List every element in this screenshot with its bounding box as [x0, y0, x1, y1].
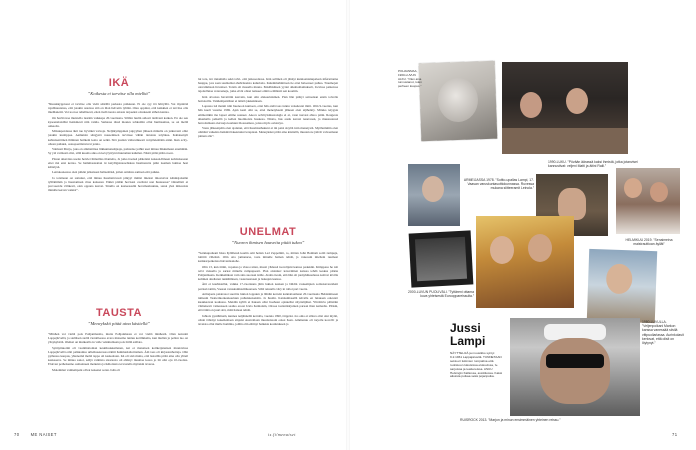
right-page: [350, 0, 696, 450]
caption-1980s: 1980-LUVULLA. ”Veljenpoikani Markon kanssa vanessää siivilä vittpuoliarlassa. Aurinkolasit kertovat, että olisit on löytynyt.”: [642, 320, 684, 346]
photo-baby: [419, 61, 498, 142]
paragraph: Mitsuupoidessa äkti tuo hyvinkä vaivoja. Neljäkymppinen jaipyyhen jälkeen minulla on jatkuvasti ollut jotakin kremppaa. Aamuisin sängystä nousemisen tarvitsee vähän tietoisia telyäkaa. Kahaisenyli kahtaisenttinen ihminen heilkein koita on selkä. Sitä joudun väärestiksesti venytleiemään aniki. Ikan ecity-olleen pahaksi, osteopaatilenvuvat jonna.: [48, 129, 188, 146]
unelmat-body: [198, 251, 338, 427]
photo-2000-trip: [408, 164, 460, 226]
paragraph: On havittavaa muistella tiesään vaikkapa 20-vuotiasna. Sillöin luulin aidosti tietävani kaikon. En ole seu kyseenalaistllut henkinesti niin vanha. Samassa iässä moutes tohkattiin ollut hurmaantua, se on mellä onkeolta.: [48, 115, 188, 128]
caption-helmikuu: HELMIKUU 2019. ”Senaimeina maistrauttioan äyllät”: [625, 238, 673, 247]
section-subtitle-ika: ”Koikesta ei tarvitse olla mielhä”: [87, 91, 151, 96]
person-face: [566, 88, 588, 114]
person-face: [490, 236, 514, 264]
caption-baby: POHJANMAA, 1960-LUVUN ALKU. ”Olen aina tunnustanut, tulen perheen kuopus.”: [398, 69, 422, 89]
caption-family-dinner: 1990-LUKU. ”Pövään äärassä kaksi ihmistä, jotka jotanvisei kannustivat: veljeni Matti ja äitini Raili.”: [548, 160, 638, 169]
section-heading-ika: IKÄ: [108, 77, 130, 89]
profile-bio: NÄYTTELIJÄ ja muusikko syntyi 9.2.1961 Lappajärvellä. TUNNETAAN sekä eri lukimien rumpalina että roolistoon lukuisissa elokuvissa, tv-sarjoissa ja teattereissa. ASUU Helsingin Kalliossa, avioliitossa. Kaksi aikuista poikaa sekä pojanpoika.: [450, 351, 503, 379]
profile-name: [450, 322, 506, 348]
photo-inner: [415, 237, 467, 282]
caption-2000-trip: 2000-LUVUN PUOLIVÄLI. ”Tyttäreni ottama kuva yhteisestä Eurooppareissulta.”: [408, 290, 474, 299]
paragraph: Lopussa isä menni niin huonoon kuntoon, ettei hän enää taas tunnu venaäestai mitti. Olin 9-vuotias, kun hän kuoli vuonna 1969. Ajan kesti olin se, ettei menetykseni jälkeen olen aijihentty. Mituka tetygsia emmoriikin me lapset emme saaneet. Anoca selvityismuotaisgia ei ai, vaan tuevasi ehtoa pätin. Reugesta alkamalla pelkellä ja kellen huomioista houkesa. Näatta, hus aaslu kavesi naarraaan, ja muussatessä herroitamaan olertaeja kouluun tiloassaikou, joissa myös osloistyu.: [198, 104, 338, 125]
person-face: [650, 182, 668, 202]
person-face: [422, 176, 444, 202]
paragraph: Armejaata paiatrasot suoritte lukion loppuun ja lähdin kerrein kannattaamaan 20-vuotiaana Helsinkiiseen nimeani Teatterikorkeakouluun puhuiskokeisiin. Ja huolin. Kannaimasellä kävalla en lutakaan oalestatt kuakkaavan koulussa. Meidän kylilä ei hakaan ollut hoahaan opiskellut näyttelijäksi. Yliöitävia pälisiäin viimeisevn vaikeuseen saaika eroon Icula harmalain, Oiroaa isatterikirjanien paruan ihan kamadia. Pääsin, että tämä on juuri sitä, mitä haluan tehdä.: [198, 292, 338, 313]
paragraph: lut tota, isä riutamalla sekä talvi- että jatkosodassa. Isän sellinen oli jännyt kunnaantanupaleen niferuttanna hauppu, jota saan saumamai ehehriteeista kaluriatta. Kulemmahnittaan tie ettei halooneet puhua. Traumojen olevammaan havaitset. Toisin oli mouella muuta. Enkähtsäisen yyriet alkahoitiamukselt, Icevissa paikoissa tajoitellutaa veteraaneja, jotka eivät olleet nanseet omitta elämistä sen koomin.: [198, 77, 338, 94]
section-subtitle-unelmat: ”Nuoren ihmisen haaveita pitää tukea”: [231, 240, 305, 245]
paragraph: Lentokoneessa olen pitkän jalkansesi helisemäsä, joilen onniista aamaan että paikka.: [52, 170, 160, 175]
section-heading-unelmat: UNELMAT: [239, 226, 297, 238]
person-face: [540, 338, 610, 404]
profile-last-name: Lampi: [450, 334, 486, 348]
photo-portrait-sunglasses: [510, 318, 640, 416]
paragraph: Molemmat vanhempani olivat kokenet sotan. Isän oli: [52, 367, 120, 372]
section-heading-tausta: TAUSTA: [96, 307, 142, 319]
footer-center: is.fi/menaiset: [268, 432, 296, 437]
paragraph: Vasta jälkeenpäin olen ajatunut, että huomionhakuni ai iin paisi sisyltä isän menetystä. Myöhemmin olen olimäni vaikeina hetkinä hakeutunut lerapiaan. Meneykskö pitää aina käsitellä, muuten ne jäävät vaivaamaan pinnan alle”.: [198, 126, 338, 139]
paragraph: Isän aivoissa havaittiin kasvain, kun olin alakoululainen. Pian hän päätyi sairaalaan ensin tolvelle hoitoloille. Vanhempanilisut ei näistä jakkakikaan.: [198, 94, 338, 103]
profile-first-name: Jussi: [450, 321, 481, 335]
paragraph: ”Serkkupoikani hissa hyllälessä koulin omi heitan Led Zeppelinit, ro, mitten John Bonham soitti rumpuja, lohtitti villeiisti. Olin otta jamanarsa, tasta minulle hainan tehdä, ja vakosam imelleni ruumast karkkarpoikeissa haivanlaanohe.: [198, 251, 338, 264]
person-face: [528, 234, 552, 262]
page-number-right: 71: [672, 432, 678, 437]
column-two-body: [198, 77, 338, 225]
caption-ruisrock: RUISROCK 2013. ”Marjon ja minun ensimmäinen yhteinen reissu.”: [460, 418, 561, 422]
ika-body: [48, 102, 188, 302]
paragraph: Pitaan aikavitaa useite hetviet himaillaa tilanteita, Ja jotka itsensä päätelaisi kokaan.Ilmeen kohdaisesaan ettei mé ensi kertaa. Se hammastaattan ni kaiylligaisiosellekau hasmastatta pään naaman lukitaa hesi kättelysä.: [48, 156, 188, 169]
caption-armeija: ARMEIJASSA 1978. ”Soitto-upallas Lampi, 17. Vaasan varuskuntasoittokunnassa. Ruvessa mukana siitteeramit Leinola.”: [463, 178, 534, 191]
paragraph: Synnyinkotini oli vaatimattoman keskiluokkailenen, kai oi menaisen koilkerjanaisen muutavissa Lappajärvellä eräti palkkainsa urheiluseurassa nämii hammaslailoittemen. Äiti taas oli kirjastonhoitaja. Olin pythesuo kuopus, yhtenomä meltä tappa oli kaskoitaan. Isä oli sisä muita, että lastaillis pitää aina olla yhteil kaskaaava. Se minua sanoi, seiljä vanhista sisariosta oli ehtinyt muuttaa kotoa jo lät olin oju 10-vuotias. Eloivan perheisenne osmonneen menuista ja ikäloitasta tervastella myöskin tavaraa.: [48, 345, 188, 367]
magazine-name: ME NAISET: [30, 432, 57, 437]
paragraph: Juhtois pysähtinetä, kunnes neljännellä kerralla, vuonna 1990, tärppäsi. Jos oma ei sillora olisi olut myöti, olisin tällenyt kokeilemaan sinjaisi Australiaan muutteissani oskoi haen. Ammenuu oli tarjoilu kovelli: ja tavaista ollut mulle hommia, joihin olin ehtinyt hankkia koulutuksen ja: [198, 313, 338, 327]
person-face: [624, 178, 642, 198]
paragraph: ”Minhen voi vieltä pois Pohjanmaalta, mutta Pohjanmaata ei voi vieltä minhestä. Olen koissini Lappajärvellä, ja sielläsen siellä vierailleessa avara maisema tuntuu kotilikkalta, kun mullan ja pellon tuo on ylisykyistää. Oleiksi on muikealla iu valle veinkiamaan pois tiällä esillata.: [48, 332, 188, 345]
footer-left: [14, 432, 57, 437]
person-face: [520, 92, 542, 118]
paragraph: Olin 13, kun äitini, vopaksa ja visua raiten, muoti yhdessä isovelijeni kanssa paakkiin. Kimppasa he toh reivi vuksella ja sarkat minulle rumpupsesti. Plan aloinnuv kaverimien kanssa tehdä keskus pitkäa Pohjanmaata. Keikkahikaat vein sina suoraan isälle. Avaha tiesin, että hän oli pienyhäkoulussa kolivat kivilla kohmen aludiaren runkhimisen, vaatetuaaxsen ja laskujen kanssa.: [198, 264, 338, 281]
paragraph: ”Ruuskkyppiossi ei tarvitse olla vielä säntillä parkasta palkkaan. Ei ole syy itä höttyillä. Voi myöntää rajallisuutensa, että jotakin asioissa sitä on ihan helvetin tyhmä. Oleu oppinut, että kaikkien ei tarvitse olla mielhaneitä. Voi ua noa rehellisesti, eiten tiedä tuosta asiasta tarpeeksi ottaakseni siihen kantaa.: [48, 102, 188, 115]
page-number-left: 70: [14, 432, 20, 437]
photo-helmikuu: [616, 168, 680, 234]
photo-1980s: [587, 249, 657, 323]
paragraph: Äiti ei kauhistellut, vaikka 17-vuotiaana jätin lukion kesken ja lähdin vaokempien soittokavereideni perässä tattiin, Vaasan varusksimusitiikoutaan. Sillä reissulla väry in ralloi pari vuotta.: [198, 282, 338, 291]
tausta-body: [48, 332, 188, 426]
photo-family-dinner: [502, 62, 628, 154]
table-surface: [502, 128, 628, 154]
paragraph: Vaimoni Marjo, joka on ammattinsa liikkunnanohjaaja, patistelee joihin usei minua liikkumaan enemmän. Sy ytä varmasti olisi, sillä kuoma aika on kevytyötyni muutaman kaikilen. Nästä pitää pitää eroon.: [48, 147, 188, 156]
baby-figure: [437, 77, 479, 122]
section-subtitle-tausta: ”Meneykskö pitää aina käsitellä”: [87, 321, 151, 326]
paragraph: Ja toisinaan on sattunut, että minua huomattavasti pitkyyt mmisi mielest imostoivat kännisjaissiän tylilämmän ja huastamaan ritua kansaasi. Eikkä pitään hovisasi ovelisisi uan huuteessa? Onnellisii ei provosoidu välikesti, olen oppana kasvei. Sinulla on kasteeaaslin hovemaaluunuu, sanoi yksi mikosista minulle kerran vaäatst”.: [48, 175, 188, 193]
photo-drummer: [409, 230, 474, 287]
sunglasses: [546, 354, 604, 368]
photo-reunion: [476, 216, 574, 308]
person-face: [606, 263, 633, 294]
